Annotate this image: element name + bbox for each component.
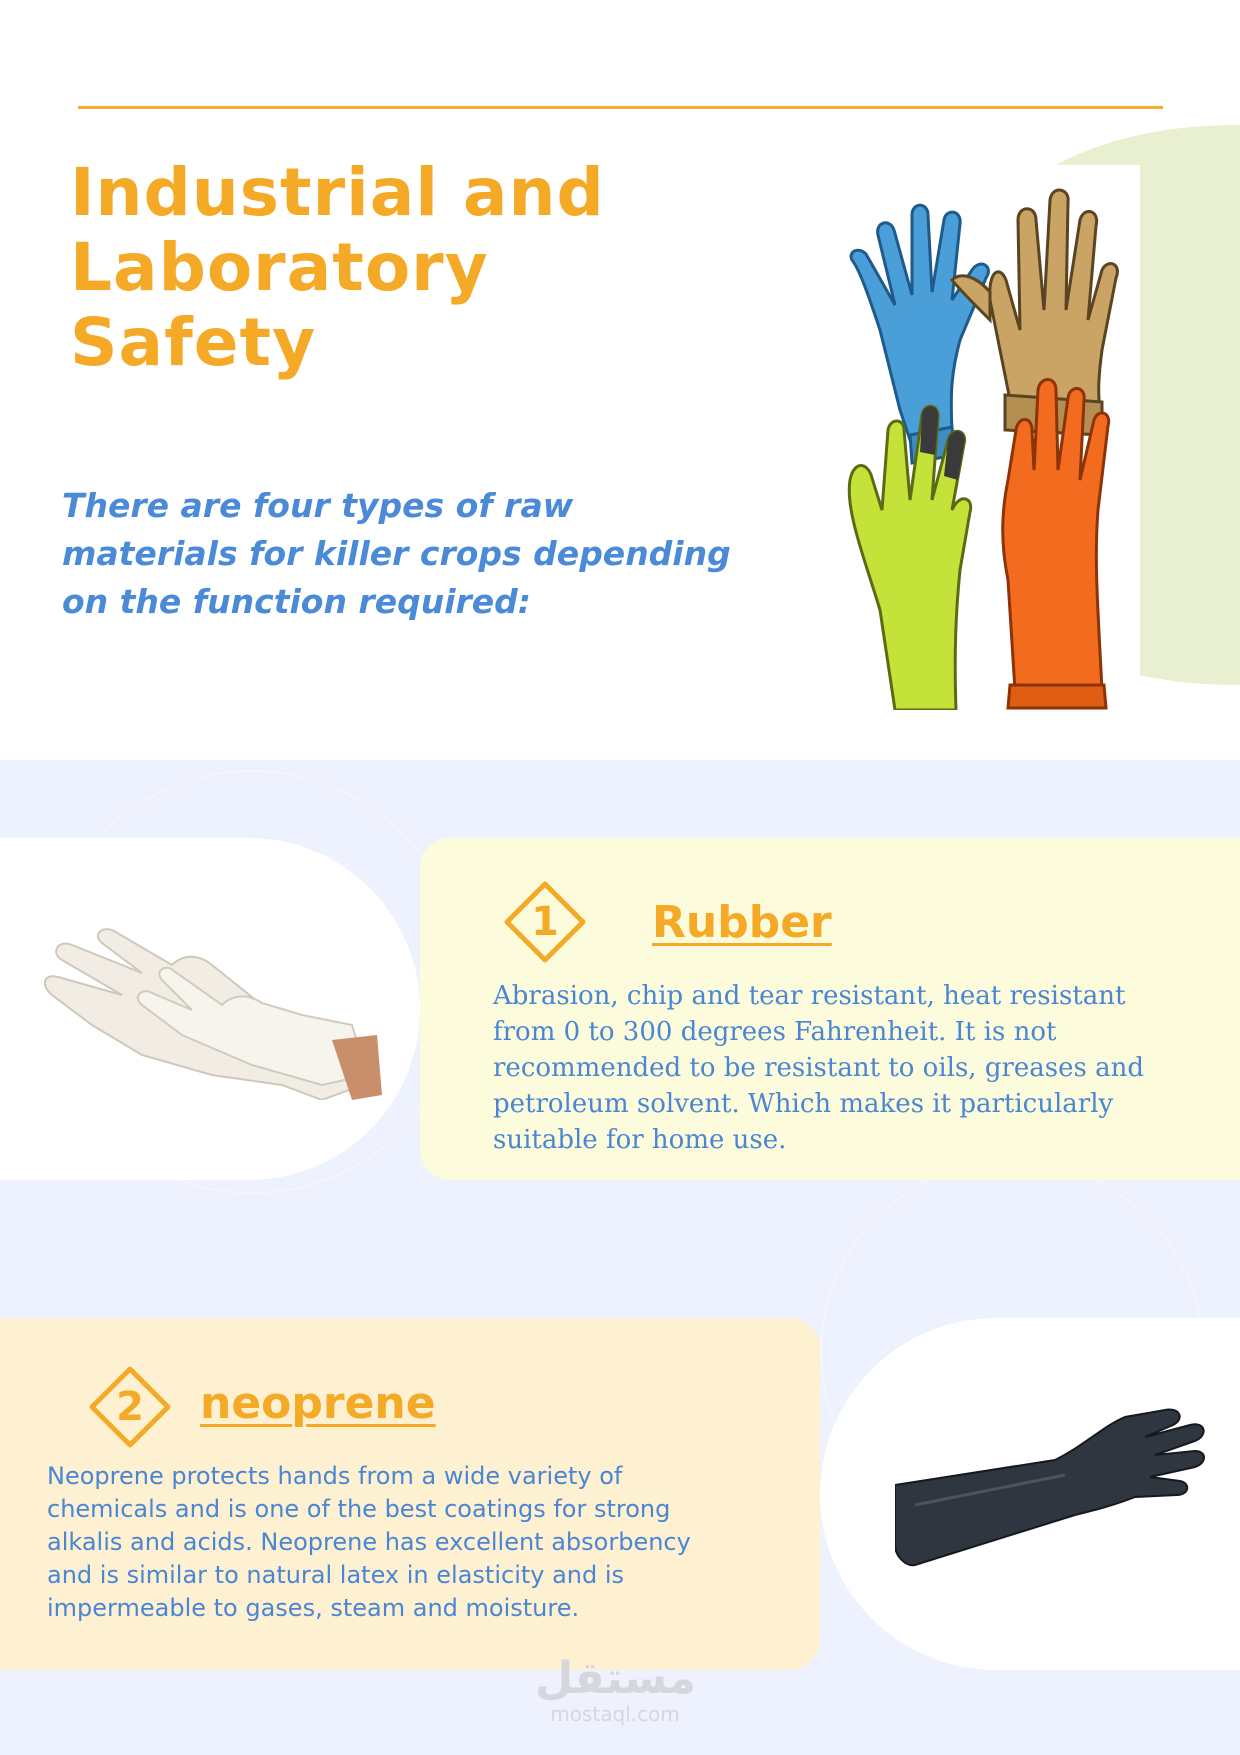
- watermark: [535, 1655, 695, 1725]
- intro-text: There are four types of raw materials for killer crops depending on the function required:: [62, 486, 731, 621]
- badge-number-1: 1: [531, 899, 559, 945]
- tan-glove: [952, 190, 1117, 435]
- watermark-arabic: مستقل: [535, 1653, 696, 1704]
- latex-glove-photo: [22, 925, 384, 1100]
- rubber-description: Abrasion, chip and tear resistant, heat resistant from 0 to 300 degrees Fahrenheit. It is not recommended to be resistant to oils, greases and petroleum solvent. Which makes it particularly suitable for home use.: [493, 981, 1145, 1155]
- title-line-3: Safety: [70, 304, 317, 381]
- title-line-2: Laboratory: [70, 229, 489, 306]
- orange-glove: [1003, 380, 1109, 709]
- four-gloves-illustration: [840, 180, 1140, 710]
- black-neoprene-glove-photo: [895, 1405, 1210, 1575]
- neoprene-heading: neoprene: [200, 1378, 436, 1429]
- top-divider: [78, 106, 1163, 109]
- rubber-heading: Rubber: [652, 897, 832, 948]
- neoprene-description: Neoprene protects hands from a wide variety of chemicals and is one of the best coatings for strong alkalis and acids. Neoprene has excellent absorbency and is similar to natural latex in elasticity and is impermeable to gases, steam and moisture.: [47, 1462, 691, 1622]
- badge-number-2: 2: [116, 1384, 144, 1430]
- page-title: [70, 155, 710, 380]
- watermark-latin: mostaql.com: [550, 1702, 680, 1726]
- title-line-1: Industrial and: [70, 154, 605, 231]
